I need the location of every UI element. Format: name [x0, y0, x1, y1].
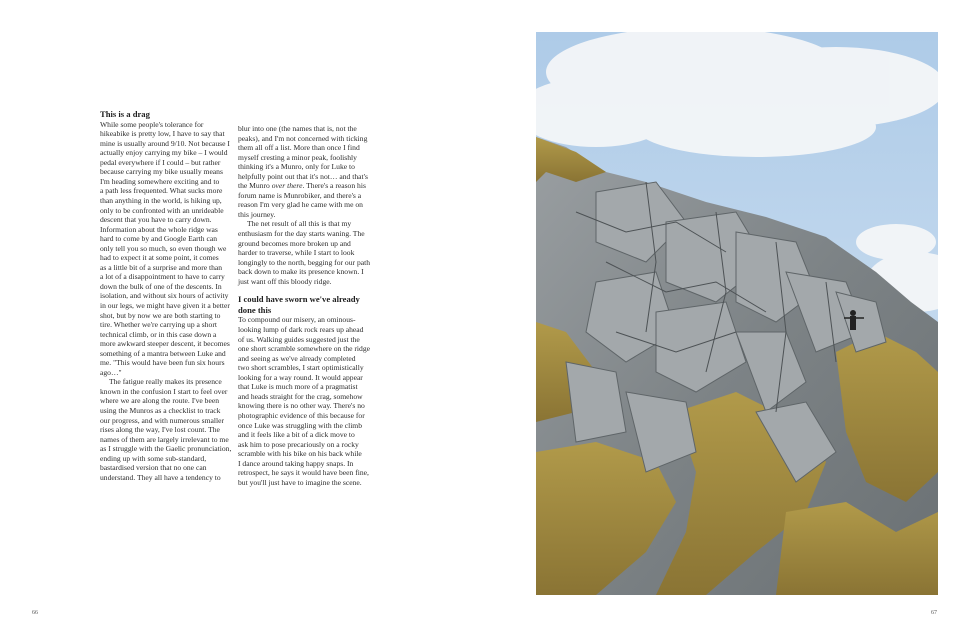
text-line: had to expect it at some point, it comes	[100, 253, 219, 263]
text-line: tire. Whether we're carrying up a short	[100, 320, 217, 330]
text-line: thinking it's a Munro, only for Luke to	[238, 162, 355, 172]
text-line: and seeing as we've already completed	[238, 353, 356, 363]
text-line: ground becomes more broken up and	[238, 238, 351, 248]
text-line: The fatigue really makes its presence	[109, 377, 222, 387]
text-line: bastardised version that no one can	[100, 463, 207, 473]
text-line: more awkward steeper descent, it becomes	[100, 339, 230, 349]
text-line: as I struggle with the Gaelic pronunciation,	[100, 444, 232, 454]
text-line: only to be confronted with an unrideable	[100, 205, 224, 215]
text-line: just want off this bloody ridge.	[238, 276, 332, 286]
text-line: names of them are largely irrelevant to me	[100, 434, 229, 444]
text-line: photographic evidence of this because for	[238, 410, 365, 420]
text-line: descent that you have to carry down.	[100, 215, 212, 225]
text-line: I could have sworn we've already	[238, 294, 360, 305]
text-line: and it feels like a bit of a dick move to	[238, 430, 355, 440]
section-heading-drag: This is a drag	[100, 109, 150, 119]
text-line: shot, but by now we are both starting to	[100, 310, 221, 320]
text-line: mine is usually around 9/10. Not because I	[100, 138, 230, 148]
text-line: a lot of a disappointment to have to carry	[100, 272, 225, 282]
text-line: back down to make its presence known. I	[238, 267, 364, 277]
text-line: only tell you so much, so even though we	[100, 243, 227, 253]
munro-line	[238, 181, 368, 191]
text-line: hard to come by and Google Earth can	[100, 234, 218, 244]
munro-line-em: over there	[271, 181, 303, 191]
text-line: done this	[238, 304, 272, 315]
text-line: in our legs, we might have given it a better	[100, 300, 230, 310]
text-line: enthusiasm for the day starts waning. The	[238, 229, 365, 239]
paragraph-5	[238, 315, 371, 487]
left-text-column	[100, 109, 232, 482]
text-line: looking for a way round. It would appear	[238, 372, 363, 382]
text-line: While some people's tolerance for	[100, 119, 204, 129]
rocky-ridge-photo	[536, 32, 938, 595]
text-line: retrospect, he says it would have been fine,	[238, 468, 369, 478]
text-line: one short scramble somewhere on the ridge	[238, 344, 371, 354]
text-line: I dance around taking happy snaps. In	[238, 458, 354, 468]
text-line: down the bulk of one of the descents. In	[100, 281, 222, 291]
paragraph-4	[238, 219, 371, 286]
text-line: understand. They all have a tendency to	[100, 472, 221, 482]
text-line: me. "This would have been fun six hours	[100, 358, 225, 368]
text-line: scramble with his bike on his back while	[238, 449, 362, 459]
text-line: once Luke was struggling with the climb	[238, 420, 363, 430]
text-line: To compound our misery, an ominous-	[238, 315, 356, 325]
text-line: of us. Walking guides suggested just the	[238, 334, 360, 344]
text-line: Information about the whole ridge was	[100, 224, 218, 234]
munro-line-b: . There's a reason his	[302, 181, 366, 191]
text-line: harder to traverse, while I start to look	[238, 248, 355, 258]
text-line: blur into one (the names that is, not the	[238, 124, 357, 133]
text-line: myself cresting a minor peak, foolishly	[238, 152, 357, 162]
text-line: this journey.	[238, 209, 276, 219]
text-line: ending up with some sub-standard,	[100, 453, 207, 463]
text-line: peaks), and I'm not concerned with ticking	[238, 133, 368, 143]
text-line: but you'll just have to imagine the scene.	[238, 477, 362, 487]
section-heading-sworn	[238, 294, 368, 315]
text-line: forum name is Munrobiker, and there's a	[238, 190, 362, 200]
text-line: I'm heading somewhere exciting and to	[100, 176, 220, 186]
text-line: The net result of all this is that my	[247, 219, 352, 229]
text-line: ago…"	[100, 367, 122, 377]
text-line: that Luke is much more of a pragmatist	[238, 382, 358, 392]
text-line: two short scrambles, I start optimistically	[238, 363, 364, 373]
text-line: our progress, and with numerous smaller	[100, 415, 225, 425]
text-line: helpfully point out that it's not… and that's	[238, 171, 368, 181]
text-line: longingly to the north, begging for our path	[238, 257, 371, 267]
text-line: rises along the way, I've lost count. The	[100, 425, 220, 435]
text-line: isolation, and without six hours of activity	[100, 291, 229, 301]
text-line: reason I'm very glad he came with me on	[238, 200, 363, 210]
text-line: because carrying my bike usually means	[100, 167, 223, 177]
paragraph-2	[100, 377, 232, 482]
text-line: pedal everywhere if I could – but rather	[100, 157, 221, 167]
text-line: looking lump of dark rock rears up ahead	[238, 325, 364, 335]
page-number-left: 66	[32, 610, 38, 616]
right-text-column	[238, 124, 371, 487]
text-line: as a little bit of a surprise and more than	[100, 262, 223, 272]
text-line: technical climb, or in this case down a	[100, 329, 217, 339]
paragraph-1	[100, 120, 228, 378]
page-number-right: 67	[931, 610, 937, 616]
text-line: knowing there is no other way. There's no	[238, 401, 365, 411]
text-line: where we are along the route. I've been	[100, 396, 220, 406]
text-line: ask him to pose precariously on a rocky	[238, 439, 359, 449]
text-line: than anything in the world, is hiking up,	[100, 195, 222, 205]
text-line: actually enjoy carrying my bike – I would	[100, 148, 228, 158]
munro-line-a: the Munro	[238, 181, 272, 191]
text-line: using the Munros as a checklist to track	[100, 406, 221, 415]
text-line: a path less frequented. What sucks more	[100, 186, 223, 196]
text-line: and heads straight for the crag, somehow	[238, 391, 363, 401]
text-line: them all off a list. More than once I find	[238, 143, 360, 153]
text-line: something of a mantra between Luke and	[100, 348, 226, 358]
photo-illustration	[536, 32, 938, 595]
text-line: known in the confusion I start to feel over	[100, 386, 228, 396]
paragraph-3	[238, 124, 368, 219]
text-line: hikeabike is pretty low, I have to say that	[100, 129, 225, 139]
